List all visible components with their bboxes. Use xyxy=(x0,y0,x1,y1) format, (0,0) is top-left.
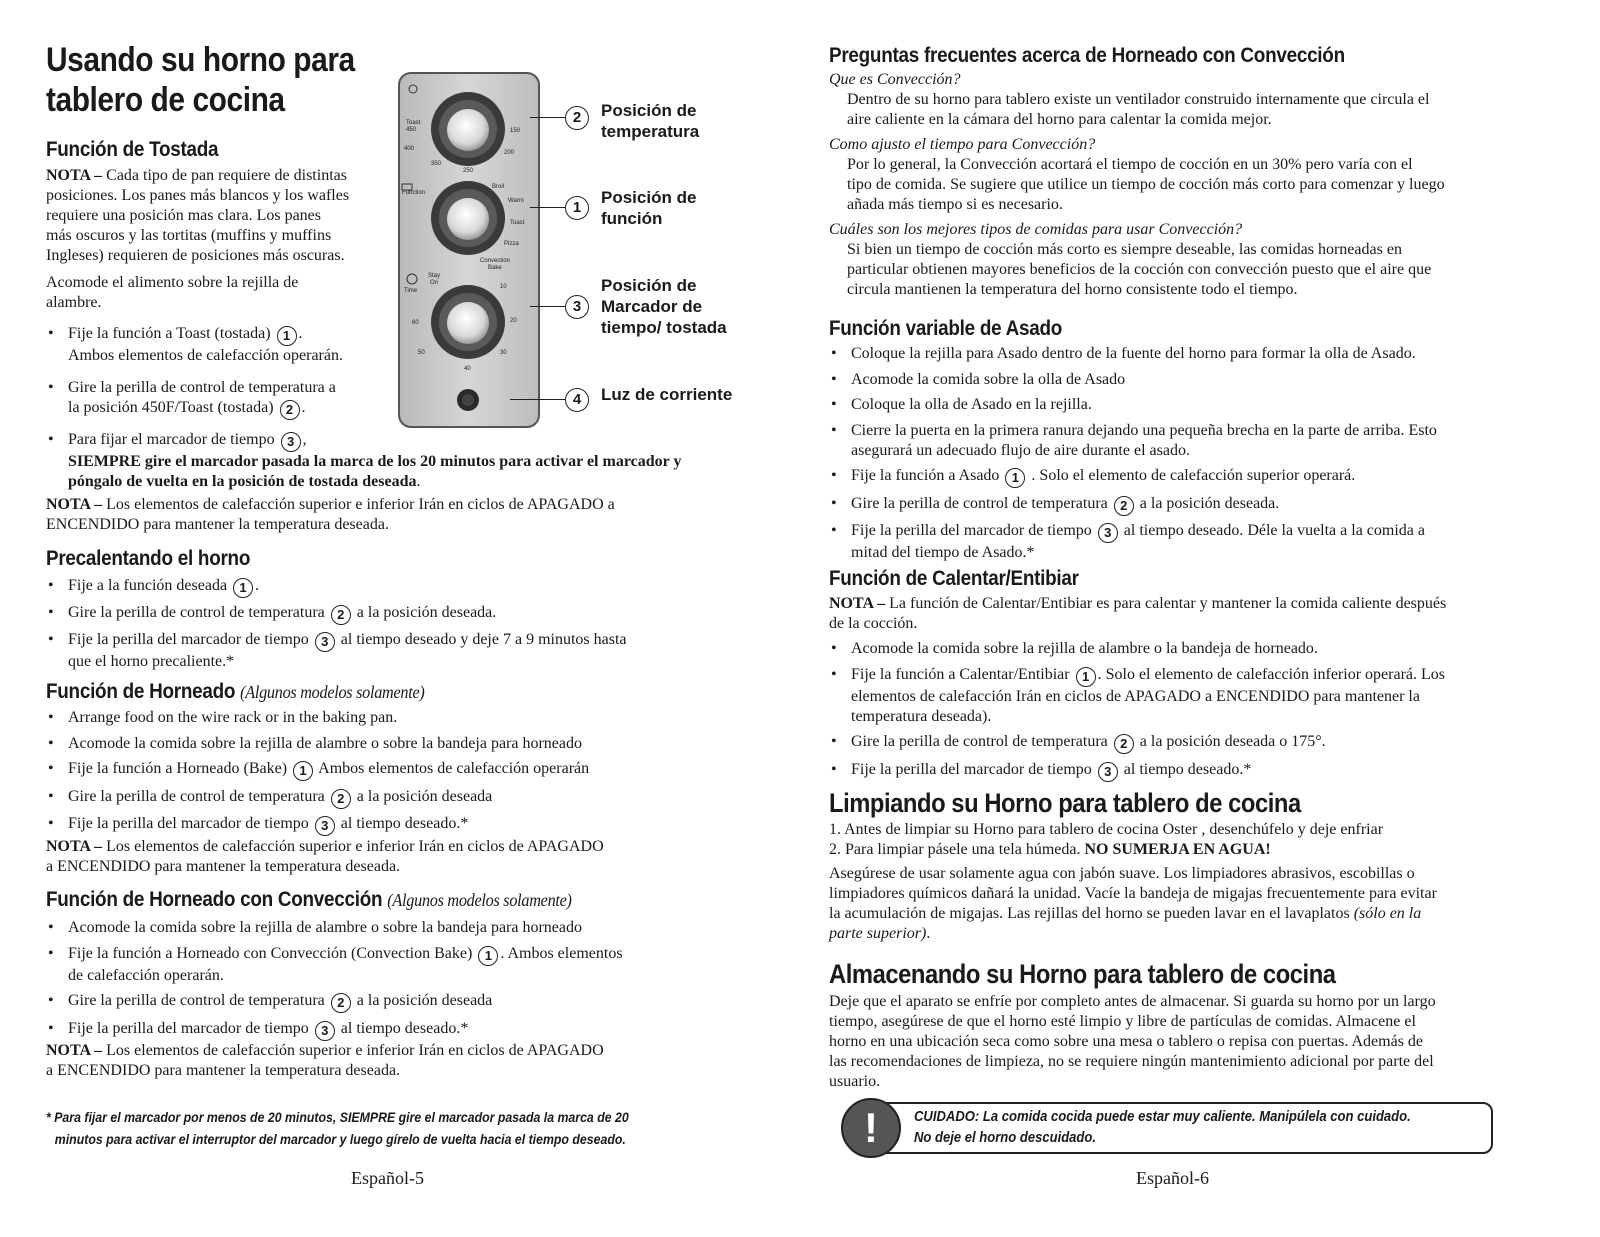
preheat-steps xyxy=(46,576,751,672)
step-number: 1 xyxy=(277,326,297,346)
label-stay-on: Stay xyxy=(428,273,441,279)
label-250: 250 xyxy=(463,168,474,174)
warning-icon: ! xyxy=(841,1098,901,1158)
label-30: 30 xyxy=(500,350,507,356)
list-item: • Fije a la función deseada 1 . xyxy=(46,576,751,598)
callout-number-1: 1 xyxy=(565,196,589,220)
label-40: 40 xyxy=(464,366,471,372)
toast-heading: Función de Tostada xyxy=(46,138,219,161)
bake-steps xyxy=(46,708,751,836)
connector-line xyxy=(510,399,570,400)
callout-number-3: 3 xyxy=(565,295,589,319)
warm-steps xyxy=(829,639,1549,782)
label-broil: Broil xyxy=(492,184,505,190)
list-item: • Acomode la comida sobre la olla de Asado xyxy=(829,370,1549,390)
label-200: 200 xyxy=(504,150,515,156)
list-item: • Gire la perilla de control de temperatura 2 a la posición deseada o 175°. xyxy=(829,732,1549,754)
toast-note-2: NOTA – Los elementos de calefacción superior e inferior Irán en ciclos de APAGADO a ENCENDIDO para mantener la temperatura deseada. xyxy=(46,496,615,533)
svg-text:450: 450 xyxy=(406,127,417,133)
list-item: • Fije la función a Asado 1 . Solo el elemento de calefacción superior operará. xyxy=(829,466,1549,488)
toast-steps xyxy=(46,324,406,420)
list-item: • Coloque la olla de Asado en la rejilla. xyxy=(829,395,1549,415)
callout-number-2: 2 xyxy=(565,106,589,130)
list-item: • Fije la perilla del marcador de tiempo 3 al tiempo deseado. Déle la vuelta a la comida a mitad del tiempo de Asado.* xyxy=(829,521,1549,563)
clean-heading: Limpiando su Horno para tablero de cocina xyxy=(829,788,1301,818)
store-block: Deje que el aparato se enfríe por completo antes de almacenar. Si guarda su horno por un largo tiempo, asegúrese de que el horno esté limpio y libre de partículas de comidas. Almacene el horno en una ubicación seca como sobre una mesa o tablero o repisa con puertas. Además de las recomendaciones de limpieza, no se requiere ningún mantenimiento adicional por parte del usuario. xyxy=(829,993,1436,1090)
list-item: • Acomode la comida sobre la rejilla de alambre o sobre la bandeja para horneado xyxy=(46,734,751,754)
caution-text: CUIDADO: La comida cocida puede estar muy caliente. Manipúlela con cuidado. No deje el horno descuidado. xyxy=(914,1109,1411,1146)
label-convection: Convection xyxy=(480,258,511,264)
callout-power-light: Luz de corriente xyxy=(601,385,733,404)
label-60: 60 xyxy=(412,320,419,326)
svg-text:On: On xyxy=(430,280,439,286)
toast-note: NOTA – Cada tipo de pan requiere de distintas posiciones. Los panes más blancos y los wafles requiere una posición mas clara. Los panes más oscuros y las tortitas (muffins y muffins Ingleses) requieren de posiciones más oscuras. xyxy=(46,167,350,264)
callout-function: Posición de función xyxy=(601,188,697,228)
label-10: 10 xyxy=(500,284,507,290)
list-item: • Fije la perilla del marcador de tiempo 3 al tiempo deseado.* xyxy=(46,814,751,836)
label-time: Time xyxy=(404,288,418,294)
convbake-note: NOTA – Los elementos de calefacción superior e inferior Irán en ciclos de APAGADO a ENCENDIDO para mantener la temperatura deseada. xyxy=(46,1042,604,1079)
list-item: • Gire la perilla de control de temperatura 2 a la posición deseada. xyxy=(829,494,1549,516)
list-item: • Fije la función a Toast (tostada) 1 . Ambos elementos de calefacción operarán. xyxy=(46,324,406,366)
page-number-right: Español-6 xyxy=(1136,1168,1209,1188)
list-item: • Fije la perilla del marcador de tiempo 3 al tiempo deseado.* xyxy=(829,760,1549,782)
warm-heading: Función de Calentar/Entibiar xyxy=(829,567,1079,590)
label-toast-450: Toast xyxy=(406,120,421,126)
list-item: • Fije la perilla del marcador de tiempo 3 al tiempo deseado y deje 7 a 9 minutos hasta que el horno precaliente.* xyxy=(46,630,751,672)
list-item: • Acomode la comida sobre la rejilla de alambre o sobre la bandeja para horneado xyxy=(46,918,751,938)
convbake-steps xyxy=(46,918,751,1041)
list-item: • Gire la perilla de control de temperatura 2 a la posición deseada xyxy=(46,991,751,1013)
warm-note: NOTA – La función de Calentar/Entibiar es para calentar y mantener la comida caliente después de la cocción. xyxy=(829,595,1447,632)
faq-question: Que es Convección? xyxy=(829,71,961,88)
list-item: • Fije la función a Horneado con Convección (Convection Bake) 1 . Ambos elementos de calefacción operarán. xyxy=(46,944,751,986)
callout-temperature: Posición de temperatura xyxy=(601,101,700,141)
clean-block: 1. Antes de limpiar su Horno para tablero de cocina Oster , desenchúfelo y deje enfriar 2. Para limpiar pásele una tela húmeda. NO SUMERJA EN AGUA! Asegúrese de usar solamente agua con jabón suave. Los limpiadores abrasivos, escobillas o limpiadores químicos dañará la unidad. Vacíe la bandeja de migajas frecuentemente para evitar la acumulación de migajas. Las rejillas del horno se pueden lavar en el lavaplatos (sólo en la parte superior). xyxy=(829,821,1437,942)
list-item: • Gire la perilla de control de temperatura a la posición 450F/Toast (tostada) 2 . xyxy=(46,378,406,420)
list-item: • Arrange food on the wire rack or in the baking pan. xyxy=(46,708,751,728)
caution-box xyxy=(869,1102,1493,1154)
list-item: • Acomode la comida sobre la rejilla de alambre o la bandeja de horneado. xyxy=(829,639,1549,659)
faq-block: Que es Convección? Dentro de su horno para tablero existe un ventilador construido internamente que circula el aire caliente en la cámara del horno para calentar la comida mejor. Como ajusto el tiempo para Convección? Por lo general, la Convección acortará el tiempo de cocción en un 30% pero varía con el tipo de comida. Se sugiere que utilice un tiempo de cocción más corto para comenzar y luego añada más tiempo si es necesario. Cuáles son los mejores tipos de comidas para usar Convección? Si bien un tiempo de cocción más corto es siempre deseable, las comidas horneadas en particular obtienen mayores beneficios de la cocción con convección puesto que el aire que circula mantienen la temperatura del horno consistente todo el tiempo. xyxy=(829,70,1549,300)
control-panel-drawing xyxy=(398,72,540,428)
control-panel-image xyxy=(398,72,540,428)
callout-timer: Posición de Marcador de tiempo/ tostada xyxy=(601,276,727,337)
list-item: • Cierre la puerta en la primera ranura dejando una pequeña brecha en la parte de arriba. Esto asegurará un adecuado flujo de aire durante el asado. xyxy=(829,421,1549,461)
step-number: 3 xyxy=(281,432,301,452)
bake-heading: Función de Horneado (Algunos modelos solamente) xyxy=(46,680,425,703)
convbake-heading: Función de Horneado con Convección (Algunos modelos solamente) xyxy=(46,888,572,911)
connector-line xyxy=(530,207,570,208)
list-item: • Fije la perilla del marcador de tiempo 3 al tiempo deseado.* xyxy=(46,1019,751,1041)
page-title: Usando su horno para tablero de cocina xyxy=(46,41,355,119)
preheat-heading: Precalentando el horno xyxy=(46,547,251,570)
faq-question: Como ajusto el tiempo para Convección? xyxy=(829,136,1096,153)
page-number-left: Español-5 xyxy=(351,1168,424,1188)
toast-step-3 xyxy=(46,430,751,492)
list-item: • Fije la función a Calentar/Entibiar 1 . Solo el elemento de calefacción inferior operará. Los elementos de calefacción Irán en ciclos de APAGADO a ENCENDIDO para mantener la temperatura deseada). xyxy=(829,665,1549,727)
store-heading: Almacenando su Horno para tablero de cocina xyxy=(829,959,1336,989)
broil-steps xyxy=(829,344,1549,563)
broil-heading: Función variable de Asado xyxy=(829,317,1063,340)
label-function: Function xyxy=(402,190,426,196)
faq-heading: Preguntas frecuentes acerca de Horneado con Convección xyxy=(829,44,1345,67)
bake-note: NOTA – Los elementos de calefacción superior e inferior Irán en ciclos de APAGADO a ENCENDIDO para mantener la temperatura deseada. xyxy=(46,838,604,875)
svg-text:Bake: Bake xyxy=(488,265,502,271)
label-50: 50 xyxy=(418,350,425,356)
connector-line xyxy=(530,306,570,307)
label-warm: Warm xyxy=(508,198,524,204)
list-item: • Fije la función a Horneado (Bake) 1 Ambos elementos de calefacción operarán xyxy=(46,759,751,781)
faq-question: Cuáles son los mejores tipos de comidas para usar Convección? xyxy=(829,221,1243,238)
list-item: • Gire la perilla de control de temperatura 2 a la posición deseada. xyxy=(46,603,751,625)
label-toast: Toast xyxy=(510,220,525,226)
connector-line xyxy=(530,117,570,118)
label-400: 400 xyxy=(404,146,415,152)
label-350: 350 xyxy=(431,161,442,167)
callout-number-4: 4 xyxy=(565,388,589,412)
step-number: 2 xyxy=(280,400,300,420)
toast-instruction: Acomode el alimento sobre la rejilla de alambre. xyxy=(46,274,299,311)
list-item: • Para fijar el marcador de tiempo 3 , SIEMPRE gire el marcador pasada la marca de los 20 minutos para activar el marcador y póngalo de vuelta en la posición de tostada deseada. xyxy=(46,430,751,492)
footnote: * Para fijar el marcador por menos de 20 minutos, SIEMPRE gire el marcador pasada la marca de 20 minutos para activar el interruptor del marcador y luego gírelo de vuelta hacia el tiempo deseado. xyxy=(46,1109,629,1147)
label-pizza: Pizza xyxy=(504,241,519,247)
list-item: • Coloque la rejilla para Asado dentro de la fuente del horno para formar la olla de Asado. xyxy=(829,344,1549,364)
label-20: 20 xyxy=(510,318,517,324)
list-item: • Gire la perilla de control de temperatura 2 a la posición deseada xyxy=(46,787,751,809)
label-150: 150 xyxy=(510,128,521,134)
